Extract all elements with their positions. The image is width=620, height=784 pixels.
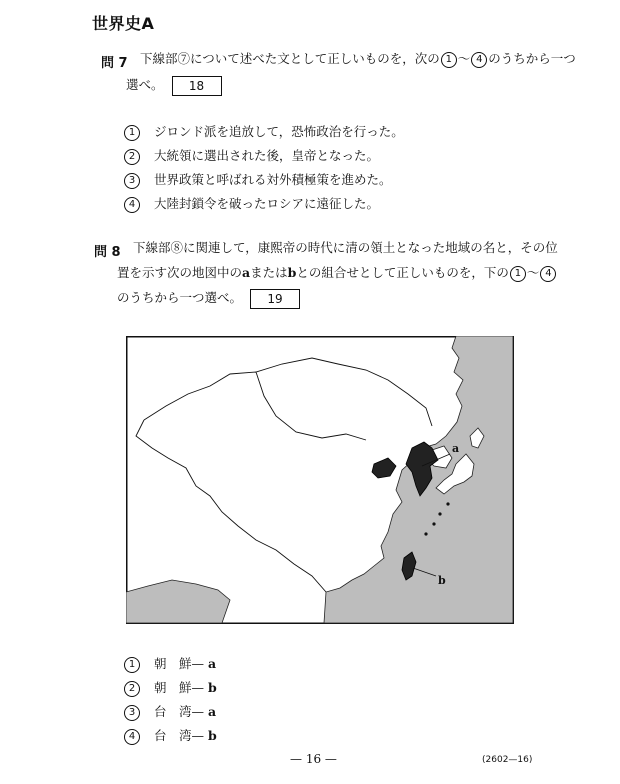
- circled-number: 3: [124, 705, 140, 721]
- q8-text-line1: 下線部⑧に関連して，康熙帝の時代に清の領土となった地域の名と，その位: [133, 240, 558, 255]
- choice-position: a: [208, 656, 217, 671]
- choice-separator: —: [191, 728, 205, 743]
- choice-text: 世界政策と呼ばれる対外積極策を進めた。: [154, 172, 392, 187]
- q7-text-line2: [126, 72, 222, 97]
- choice-text: 大統領に選出された後，皇帝となった。: [154, 148, 380, 163]
- q7-text-part: 下線部⑦について述べた文として正しいものを，次の: [140, 51, 440, 66]
- map-label-b: b: [438, 574, 446, 587]
- choice-item[interactable]: [124, 724, 217, 748]
- choice-item[interactable]: [124, 652, 217, 676]
- q8-text-line3: [117, 285, 300, 310]
- q8-choices: [124, 652, 217, 748]
- q7-choices: [124, 120, 404, 216]
- choice-item[interactable]: [124, 120, 404, 144]
- circled-number: 1: [124, 657, 140, 673]
- q8-text-part: または: [250, 265, 288, 280]
- choice-text: ジロンド派を追放して，恐怖政治を行った。: [154, 124, 404, 139]
- map-island-dot: [432, 522, 435, 525]
- choice-item[interactable]: [124, 192, 404, 216]
- choice-region: 台 湾: [154, 704, 192, 719]
- q8-text-part: との組合せとして正しいものを，下の: [296, 265, 509, 280]
- q8-text-line2: [117, 260, 557, 285]
- q7-text-part: 選べ。: [126, 77, 164, 92]
- answer-box-18[interactable]: 18: [172, 76, 222, 96]
- circled-number: 1: [441, 52, 457, 68]
- q7-text-part: のうちから一つ: [488, 51, 576, 66]
- map-island-dot: [438, 512, 441, 515]
- q8-text-part: a: [242, 265, 251, 280]
- map-label-a: a: [452, 442, 460, 455]
- choice-item[interactable]: [124, 676, 217, 700]
- circled-number: 2: [124, 681, 140, 697]
- map-island-dot: [424, 532, 427, 535]
- q8-text-part: b: [287, 265, 297, 280]
- q7-text-part: ～: [457, 51, 471, 66]
- circled-number: 4: [124, 197, 140, 213]
- q8-text-part: ～: [526, 265, 540, 280]
- choice-item[interactable]: [124, 168, 404, 192]
- q7-text-line1: [140, 46, 576, 71]
- circled-number: 4: [540, 266, 556, 282]
- circled-number: 4: [124, 729, 140, 745]
- section-title: 世界史A: [92, 14, 155, 33]
- choice-position: b: [208, 728, 217, 743]
- page-code: (2602—16): [482, 755, 533, 765]
- map-island-dot: [446, 502, 449, 505]
- q7-label: 問 7: [101, 56, 128, 71]
- choice-item[interactable]: [124, 144, 404, 168]
- choice-region: 台 湾: [154, 728, 192, 743]
- circled-number: 4: [471, 52, 487, 68]
- q8-text-part: のうちから一つ選べ。: [117, 290, 243, 305]
- choice-text: 大陸封鎖令を破ったロシアに遠征した。: [154, 196, 380, 211]
- circled-number: 1: [124, 125, 140, 141]
- choice-item[interactable]: [124, 700, 217, 724]
- choice-separator: —: [191, 704, 205, 719]
- choice-separator: —: [191, 680, 205, 695]
- answer-box-19[interactable]: 19: [250, 289, 300, 309]
- page-number: — 16 —: [290, 752, 337, 766]
- circled-number: 2: [124, 149, 140, 165]
- circled-number: 1: [510, 266, 526, 282]
- choice-region: 朝 鮮: [154, 656, 192, 671]
- q8-text-part: 置を示す次の地図中の: [117, 265, 243, 280]
- east-asia-map: [126, 336, 514, 624]
- choice-region: 朝 鮮: [154, 680, 192, 695]
- q8-label: 問 8: [94, 245, 121, 260]
- choice-position: b: [208, 680, 217, 695]
- choice-position: a: [208, 704, 217, 719]
- circled-number: 3: [124, 173, 140, 189]
- choice-separator: —: [191, 656, 205, 671]
